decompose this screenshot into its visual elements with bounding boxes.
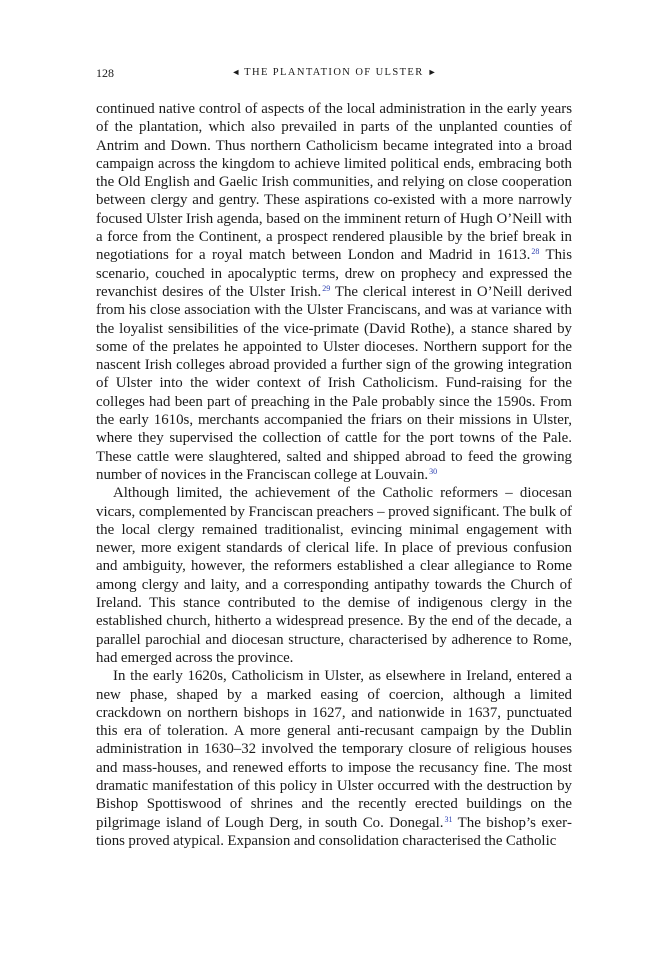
footnote-ref[interactable]: 31 bbox=[444, 814, 453, 824]
paragraph bbox=[96, 484, 572, 667]
text-segment: In the early 1620s, Catholicism in Ulster, as elsewhere in Ireland, entered a new phase, shaped by a marked easing of coercion, although a limited crackdown on northern bishops in 1627, and nationwide in 1637, punctuated this era of toleration. A more general anti-recusant campaign by the Dublin administration in 1630–32 involved the temporary closure of religious houses and mass-houses, and renewed efforts to impose the recusancy fine. The most dramatic manifestation of this policy in Ulster occurred with the destruction by Bishop Spottiswood of shrines and the recently erected buildings on the pilgrimage island of Lough Derg, in south Co. Donegal. bbox=[96, 668, 572, 831]
footnote-ref[interactable]: 30 bbox=[429, 466, 438, 476]
footnote-ref[interactable]: 28 bbox=[531, 247, 540, 257]
running-head bbox=[96, 67, 572, 78]
footnote-ref[interactable]: 29 bbox=[322, 283, 331, 293]
text-segment: This scenario, couched in apocalyptic terms, drew on prophecy and expressed the revanchist desires of the Ulster Irish. bbox=[96, 247, 572, 300]
text-segment: continued native control of aspects of the local administration in the early years of the plantation, which also prevailed in parts of the unplanted counties of Antrim and Down. Thus northern Catholicism became integrated into a broad campaign across the kingdom to achieve limited political ends, embracing both the Old English and Gaelic Irish communities, and relying on close cooperation between clergy and gentry. These aspirations co-existed with a more narrowly focused Ulster Irish agenda, based on the imminent return of Hugh O’Neill with a force from the Continent, a prospect rendered plausible by the brief break in negotiations for a royal match between London and Madrid in 1613. bbox=[96, 101, 572, 264]
text-segment: Although limited, the achievement of the Catholic reformers – diocesan vicars, complemented by Franciscan preachers – proved significant. The bulk of the local clergy remained traditionalist, evincing minimal engagement with newer, more exigent standards of clerical life. In place of previous confusion and ambiguity, however, the reformers established a clear allegiance to Rome among clergy and laity, and a corresponding antipathy towards the Church of Ireland. This stance contributed to the demise of indigenous clergy in the established church, hitherto a widespread presence. By the end of the decade, a parallel parochial and diocesan structure, characterised by adherence to Rome, had emerged across the province. bbox=[96, 485, 572, 666]
ornament-right-icon: ► bbox=[427, 67, 437, 77]
body-text bbox=[96, 100, 572, 850]
paragraph bbox=[96, 100, 572, 484]
text-segment: The clerical interest in O’Neill derived from his close association with the Ulster Franciscans, and was at variance with the loyalist sensibilities of the vice-primate (David Rothe), a stance shared by some of the prelates he appointed to Ulster dioceses. Northern support for the nascent Irish colleges abroad provided a further sign of the growing integration of Ulster into the wider context of Irish Catholicism. Fund-raising for the colleges had been part of preaching in the Pale probably since the 1590s. From the early 1610s, merchants accompanied the friars on their missions in Ulster, where they supervised the collection of cattle for the port towns of the Pale. These cattle were slaughtered, salted and shipped abroad to feed the growing number of novices in the Franciscan college at Louvain. bbox=[96, 283, 572, 483]
text-segment: The bishop’s exertions proved atypical. Expansion and consolidation characterised the Catholic bbox=[96, 814, 572, 849]
page-header bbox=[96, 66, 572, 82]
page-number: 128 bbox=[96, 66, 114, 80]
running-title: THE PLANTATION OF ULSTER bbox=[244, 67, 424, 78]
ornament-left-icon: ◄ bbox=[231, 67, 241, 77]
paragraph bbox=[96, 667, 572, 850]
